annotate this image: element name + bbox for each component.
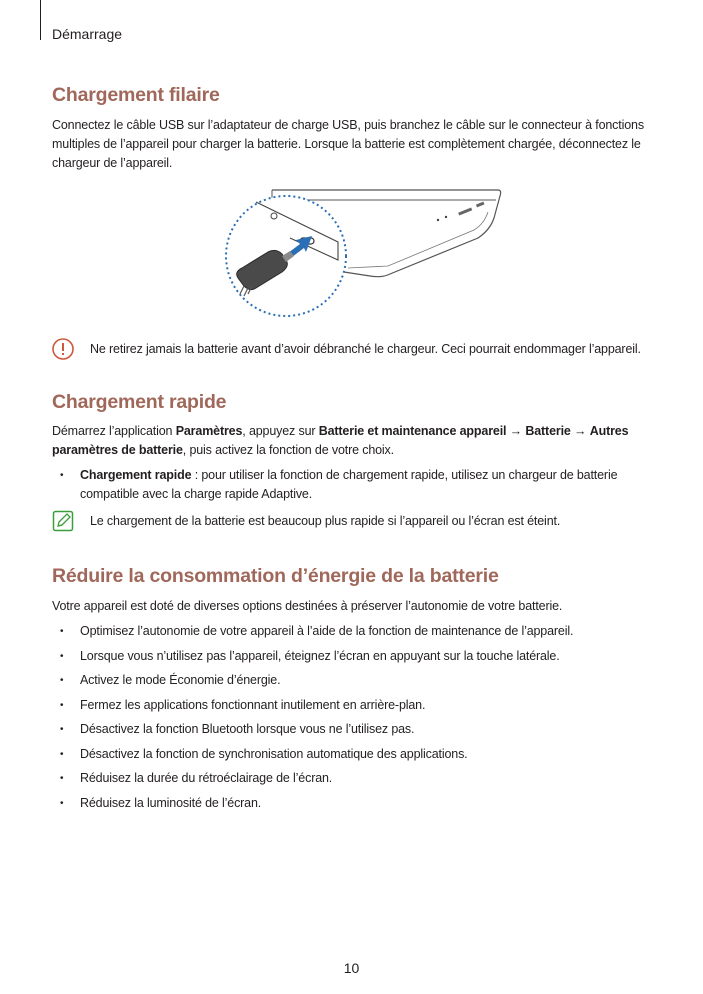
warning-note	[52, 338, 662, 360]
info-note-text: Le chargement de la batterie est beaucoup plus rapide si l’appareil ou l’écran est éteint.	[90, 514, 561, 528]
warning-text: Ne retirez jamais la batterie avant d’avoir débranché le chargeur. Ceci pourrait endommager l’appareil.	[90, 342, 641, 356]
list-item: • Lorsque vous n’utilisez pas l’appareil, éteignez l’écran en appuyant sur la touche latérale.	[60, 648, 560, 663]
info-note	[52, 510, 662, 532]
list-item: • Optimisez l’autonomie de votre appareil à l’aide de la fonction de maintenance de l’appareil.	[60, 624, 574, 638]
wired-charging-text: Connectez le câble USB sur l’adaptateur de charge USB, puis branchez le câble sur le connecteur à fonctions multiples de l’appareil pour charger la batterie. Lorsque la batterie est complètement chargée, déconnectez le chargeur de l’appareil.	[52, 118, 644, 170]
list-item: • Chargement rapide : pour utiliser la fonction de chargement rapide, utilisez un chargeur de batterie compatible avec la charge rapide Adaptive.	[60, 468, 618, 501]
device-charging-illustration	[220, 182, 510, 322]
list-item: • Réduisez la luminosité de l’écran.	[60, 795, 262, 810]
header-divider	[40, 0, 41, 40]
list-item: • Réduisez la durée du rétroéclairage de l’écran.	[60, 771, 333, 785]
reduce-tips-list	[52, 622, 652, 818]
fast-charging-intro: Démarrez l’application Paramètres, appuyez sur Batterie et maintenance appareil → Batterie → Autres paramètres de batterie, puis activez la fonction de votre choix.	[52, 424, 629, 457]
reduce-intro: Votre appareil est doté de diverses options destinées à préserver l’autonomie de votre batterie.	[52, 599, 563, 613]
list-item: • Activez le mode Économie d’énergie.	[60, 673, 281, 687]
fast-charging-bullets	[52, 466, 652, 504]
caution-icon	[52, 338, 74, 360]
page-number: 10	[343, 960, 360, 976]
list-item: • Désactivez la fonction de synchronisation automatique des applications.	[60, 746, 468, 761]
heading-wired-charging: Chargement filaire	[52, 84, 220, 106]
note-pencil-icon	[52, 510, 74, 532]
section-header: Démarrage	[52, 26, 123, 42]
heading-fast-charging: Chargement rapide	[52, 391, 227, 413]
heading-reduce-consumption: Réduire la consommation d’énergie de la batterie	[52, 565, 499, 587]
list-item: • Fermez les applications fonctionnant inutilement en arrière-plan.	[60, 697, 426, 712]
list-item: • Désactivez la fonction Bluetooth lorsque vous ne l’utilisez pas.	[60, 722, 415, 736]
